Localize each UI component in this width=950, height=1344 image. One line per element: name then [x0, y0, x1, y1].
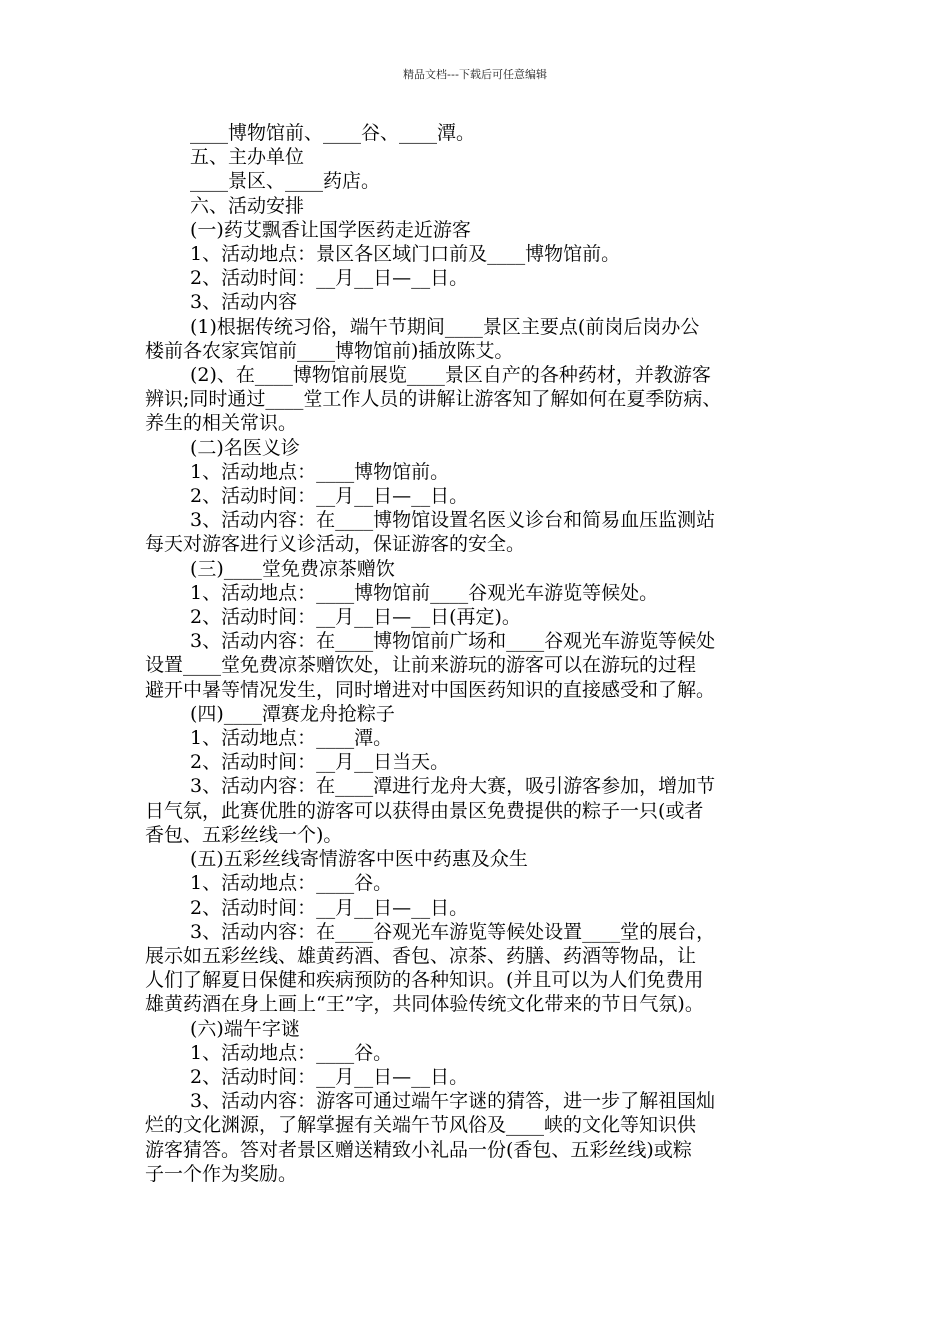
- text-line: 烂的文化渊源，了解掌握有关端午节风俗及____峡的文化等知识供: [145, 1114, 697, 1137]
- text-line: 3、活动内容：在____博物馆设置名医义诊台和简易血压监测站: [190, 509, 716, 532]
- text-line: ____景区、____药店。: [190, 170, 381, 193]
- text-line: 1、活动地点：____潭。: [190, 727, 393, 750]
- text-line: 五、主办单位: [190, 146, 305, 169]
- text-line: 2、活动时间：__月__日—__日。: [190, 1065, 469, 1088]
- text-line: 2、活动时间：__月__日—__日。: [190, 267, 469, 290]
- text-line: 2、活动时间：__月__日—__日(再定)。: [190, 606, 521, 629]
- text-line: 日气氛，此赛优胜的游客可以获得由景区免费提供的粽子一只(或者: [145, 799, 704, 822]
- text-line: ____博物馆前、____谷、____潭。: [190, 122, 476, 144]
- text-line: 3、活动内容：在____谷观光车游览等候处设置____堂的展台，: [190, 920, 716, 943]
- text-line: 1、活动地点：____博物馆前。: [190, 460, 450, 483]
- page-header: 精品文档---下载后可任意编辑: [403, 68, 547, 81]
- text-line: 2、活动时间：__月__日—__日。: [190, 485, 469, 508]
- text-line: 3、活动内容：游客可通过端午字谜的猜答，进一步了解祖国灿: [190, 1090, 716, 1113]
- text-line: (二)名医义诊: [190, 436, 300, 459]
- text-line: 游客猜答。答对者景区赠送精致小礼品一份(香包、五彩丝线)或粽: [145, 1138, 692, 1161]
- text-line: 2、活动时间：__月__日当天。: [190, 751, 450, 774]
- text-line: 1、活动地点：____谷。: [190, 872, 393, 895]
- text-line: 养生的相关常识。: [145, 412, 298, 435]
- text-line: (2)、在____博物馆前展览____景区自产的各种药材，并教游客: [190, 364, 711, 387]
- text-line: 1、活动地点：____博物馆前____谷观光车游览等候处。: [190, 581, 659, 604]
- text-line: 1、活动地点：景区各区域门口前及____博物馆前。: [190, 243, 621, 266]
- text-line: 3、活动内容: [190, 291, 298, 314]
- text-line: 1、活动地点：____谷。: [190, 1041, 393, 1064]
- text-line: 六、活动安排: [190, 194, 305, 217]
- text-line: (一)药艾飘香让国学医药走近游客: [190, 218, 471, 241]
- text-line: 设置____堂免费凉茶赠饮处，让前来游玩的游客可以在游玩的过程: [145, 654, 697, 677]
- text-line: (三)____堂免费凉茶赠饮: [190, 557, 395, 580]
- text-line: 2、活动时间：__月__日—__日。: [190, 896, 469, 919]
- text-line: 雄黄药酒在身上画上“王”字，共同体验传统文化带来的节日气氛)。: [145, 993, 704, 1016]
- text-line: (1)根据传统习俗，端午节期间____景区主要点(前岗后岗办公: [190, 315, 700, 338]
- text-line: 3、活动内容：在____博物馆前广场和____谷观光车游览等候处: [190, 630, 716, 653]
- text-line: 避开中暑等情况发生，同时增进对中国医药知识的直接感受和了解。: [145, 678, 716, 701]
- text-line: 楼前各农家宾馆前____博物馆前)插放陈艾。: [145, 339, 514, 362]
- text-line: (五)五彩丝线寄情游客中医中药惠及众生: [190, 848, 528, 871]
- text-line: 辨识;同时通过____堂工作人员的讲解让游客知了解如何在夏季防病、: [145, 388, 722, 411]
- text-line: (四)____潭赛龙舟抢粽子: [190, 702, 395, 725]
- text-line: 3、活动内容：在____潭进行龙舟大赛，吸引游客参加，增加节: [190, 775, 716, 798]
- text-line: 每天对游客进行义诊活动，保证游客的安全。: [145, 533, 526, 556]
- text-line: 人们了解夏日保健和疾病预防的各种知识。(并且可以为人们免费用: [145, 969, 704, 992]
- text-line: 香包、五彩丝线一个)。: [145, 823, 343, 846]
- text-line: (六)端午字谜: [190, 1017, 300, 1040]
- document-body: [145, 121, 820, 1186]
- text-line: 子一个作为奖励。: [145, 1162, 298, 1185]
- text-line: 展示如五彩丝线、雄黄药酒、香包、凉茶、药膳、药酒等物品，让: [145, 944, 697, 967]
